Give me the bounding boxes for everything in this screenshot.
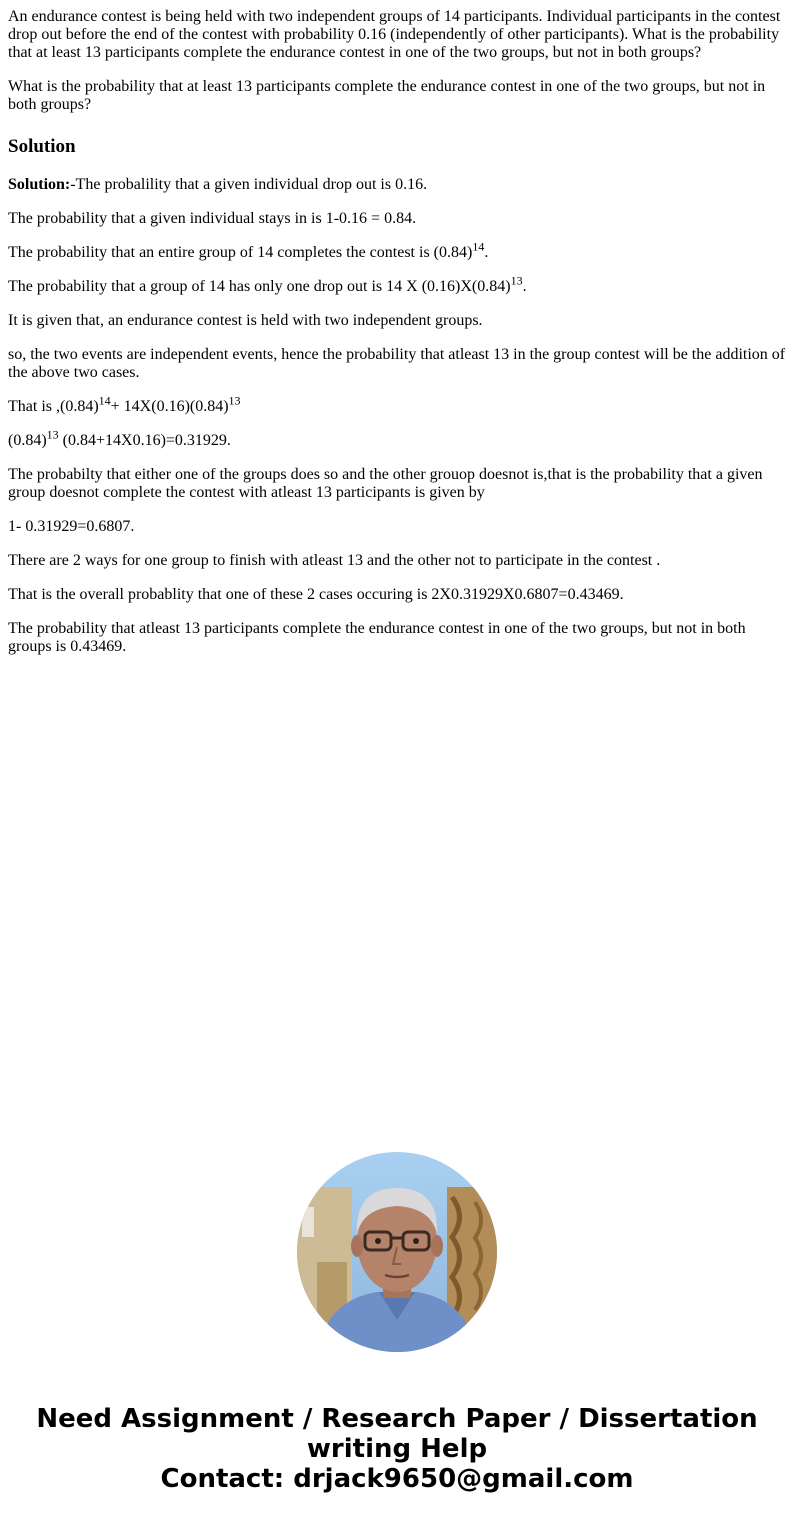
author-avatar bbox=[297, 1152, 497, 1352]
solution-line-3-end: . bbox=[484, 244, 489, 261]
exponent: 14 bbox=[472, 239, 485, 254]
solution-line-1 bbox=[8, 176, 788, 194]
question-repeat-paragraph: What is the probability that at least 13 participants complete the endurance contest in one of the two groups, but not in both groups? bbox=[8, 78, 766, 113]
exponent: 13 bbox=[510, 273, 523, 288]
solution-conclusion: The probability that atleast 13 participants complete the endurance contest in one of the two groups, but not in both groups is 0.43469. bbox=[8, 620, 746, 655]
solution-line-8-part-a: (0.84) bbox=[8, 432, 47, 449]
exponent: 13 bbox=[228, 393, 241, 408]
solution-line-9: The probabilty that either one of the groups does so and the other grouop doesnot is,that is the probability that a given group doesnot complete the contest with atleast 13 participants is given by bbox=[8, 466, 763, 501]
solution-line-4-text: The probability that a group of 14 has only one drop out is 14 X (0.16)X(0.84) bbox=[8, 278, 511, 295]
document-body bbox=[8, 8, 788, 672]
solution-line-12: That is the overall probablity that one of these 2 cases occuring is 2X0.31929X0.6807=0.43469. bbox=[8, 586, 624, 603]
promo-line-1: Need Assignment / Research Paper / Dissertation bbox=[36, 1404, 758, 1434]
exponent: 13 bbox=[46, 427, 59, 442]
contact-line: Contact: drjack9650@gmail.com bbox=[160, 1464, 634, 1494]
exponent: 14 bbox=[98, 393, 111, 408]
solution-line-8 bbox=[8, 427, 788, 450]
solution-heading: Solution bbox=[8, 136, 76, 157]
solution-line-7 bbox=[8, 393, 788, 416]
question-paragraph: An endurance contest is being held with two independent groups of 14 participants. Individual participants in the contest drop out before the end of the contest with probability 0.16 (independently of other participants). What is the probability that at least 13 participants complete the endurance contest in one of the two groups, but not in both groups? bbox=[8, 8, 781, 61]
solution-line-3 bbox=[8, 239, 788, 262]
solution-line-11: There are 2 ways for one group to finish with atleast 13 and the other not to participate in the contest . bbox=[8, 552, 661, 569]
solution-line-8-part-b: (0.84+14X0.16)=0.31929. bbox=[58, 432, 231, 449]
solution-line-2: The probability that a given individual stays in is 1-0.16 = 0.84. bbox=[8, 210, 417, 227]
solution-label: Solution: bbox=[8, 176, 71, 193]
solution-line-7-part-a: That is ,(0.84) bbox=[8, 398, 99, 415]
solution-line-6: so, the two events are independent events, hence the probability that atleast 13 in the group contest will be the addition of the above two cases. bbox=[8, 346, 786, 381]
solution-line-1-text: -The probalility that a given individual drop out is 0.16. bbox=[70, 176, 428, 193]
solution-line-7-part-b: + 14X(0.16)(0.84) bbox=[110, 398, 229, 415]
solution-line-4-end: . bbox=[522, 278, 527, 295]
author-photo-illustration bbox=[297, 1152, 497, 1352]
promo-line-2: writing Help bbox=[306, 1434, 488, 1464]
solution-line-3-text: The probability that an entire group of 14 completes the contest is (0.84) bbox=[8, 244, 473, 261]
solution-line-10: 1- 0.31929=0.6807. bbox=[8, 518, 135, 535]
promo-footer bbox=[0, 1404, 794, 1494]
solution-line-4 bbox=[8, 273, 788, 296]
solution-line-5: It is given that, an endurance contest is held with two independent groups. bbox=[8, 312, 483, 329]
